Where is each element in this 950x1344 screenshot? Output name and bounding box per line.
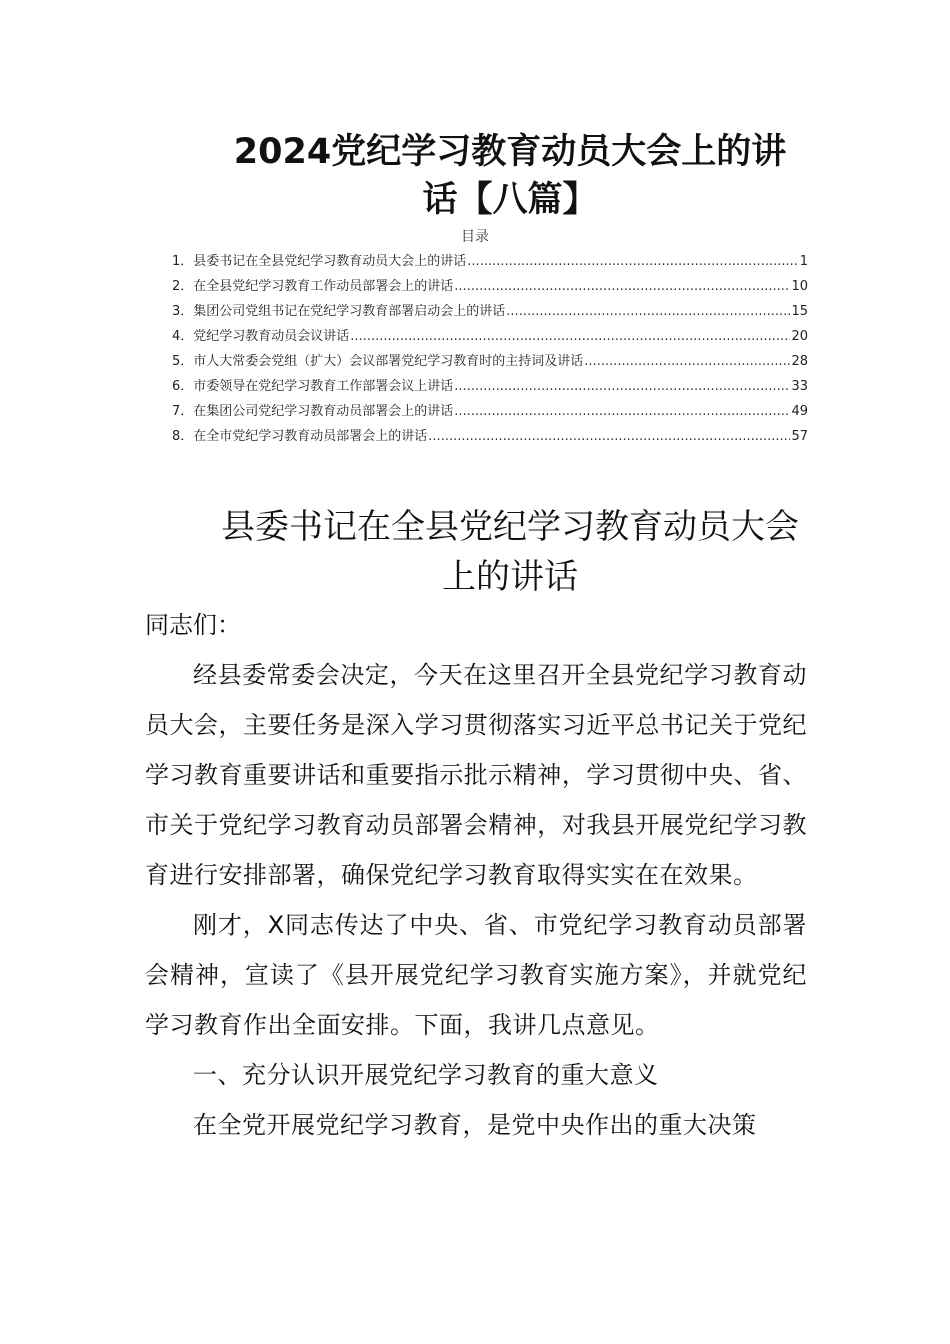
toc-leader-dots: [584, 351, 790, 373]
section-heading: 一、充分认识开展党纪学习教育的重大意义: [193, 1061, 659, 1089]
toc-entry-page: 15: [791, 304, 808, 319]
toc-entry[interactable]: [172, 376, 808, 401]
toc-entry-page: 20: [791, 329, 808, 344]
toc-entry-number: 1．: [172, 254, 194, 269]
toc-entry-label: 在集团公司党纪学习教育动员部署会上的讲话: [193, 404, 454, 419]
toc-entry-number: 4．: [172, 329, 194, 344]
paragraph: 刚才，X同志传达了中央、省、市党纪学习教育动员部署会精神，宣读了《县开展党纪学习教育实施方案》，并就党纪学习教育作出全面安排。下面，我讲几点意见。: [145, 911, 807, 1039]
toc-entry-page: 10: [791, 279, 808, 294]
toc-entry-page: 57: [791, 429, 808, 444]
toc-entry-label: 集团公司党组书记在党纪学习教育部署启动会上的讲话: [193, 304, 506, 319]
toc-entry-label: 党纪学习教育动员会议讲话: [193, 329, 350, 344]
paragraph: 在全党开展党纪学习教育，是党中央作出的重大决策: [193, 1111, 757, 1139]
toc-entry[interactable]: [172, 351, 808, 376]
toc-entry-number: 5．: [172, 354, 194, 369]
speech-body: [145, 600, 807, 1150]
paragraph: 经县委常委会决定，今天在这里召开全县党纪学习教育动员大会，主要任务是深入学习贯彻落实习近平总书记关于党纪学习教育重要讲话和重要指示批示精神，学习贯彻中央、省、市关于党纪学习教育动员部署会精神，对我县开展党纪学习教育进行安排部署，确保党纪学习教育取得实实在在效果。: [145, 661, 807, 889]
toc-leader-dots: [454, 401, 790, 423]
toc-entry-number: 6．: [172, 379, 194, 394]
toc-leader-dots: [506, 301, 790, 323]
toc-entry-number: 2．: [172, 279, 194, 294]
toc-entry[interactable]: [172, 276, 808, 301]
toc-entry-page: 49: [791, 404, 808, 419]
toc-entry[interactable]: [172, 401, 808, 426]
toc-entry[interactable]: [172, 426, 808, 451]
toc-entry[interactable]: [172, 301, 808, 326]
toc-leader-dots: [350, 326, 790, 348]
toc-entry-label: 县委书记在全县党纪学习教育动员大会上的讲话: [193, 254, 467, 269]
toc-entry-label: 在全县党纪学习教育工作动员部署会上的讲话: [193, 279, 454, 294]
toc-entry-number: 8．: [172, 429, 194, 444]
toc-leader-dots: [428, 426, 790, 448]
speech-title: 县委书记在全县党纪学习教育动员大会上的讲话: [221, 507, 799, 597]
toc-entry-page: 28: [791, 354, 808, 369]
toc-entry-page: 1: [799, 254, 808, 269]
toc-entry-number: 3．: [172, 304, 194, 319]
toc-leader-dots: [467, 251, 798, 273]
salutation: 同志们：: [145, 611, 241, 639]
toc-heading: 目录: [461, 229, 489, 245]
toc-entry-label: 市人大常委会党组（扩大）会议部署党纪学习教育时的主持词及讲话: [193, 354, 584, 369]
table-of-contents: [172, 251, 808, 451]
toc-entry-label: 市委领导在党纪学习教育工作部署会议上讲话: [193, 379, 454, 394]
toc-entry-page: 33: [791, 379, 808, 394]
toc-entry[interactable]: [172, 251, 808, 276]
toc-leader-dots: [454, 376, 790, 398]
toc-entry-label: 在全市党纪学习教育动员部署会上的讲话: [193, 429, 428, 444]
toc-leader-dots: [454, 276, 790, 298]
document-title: 2024党纪学习教育动员大会上的讲话【八篇】: [233, 132, 787, 220]
toc-entry[interactable]: [172, 326, 808, 351]
toc-entry-number: 7．: [172, 404, 194, 419]
